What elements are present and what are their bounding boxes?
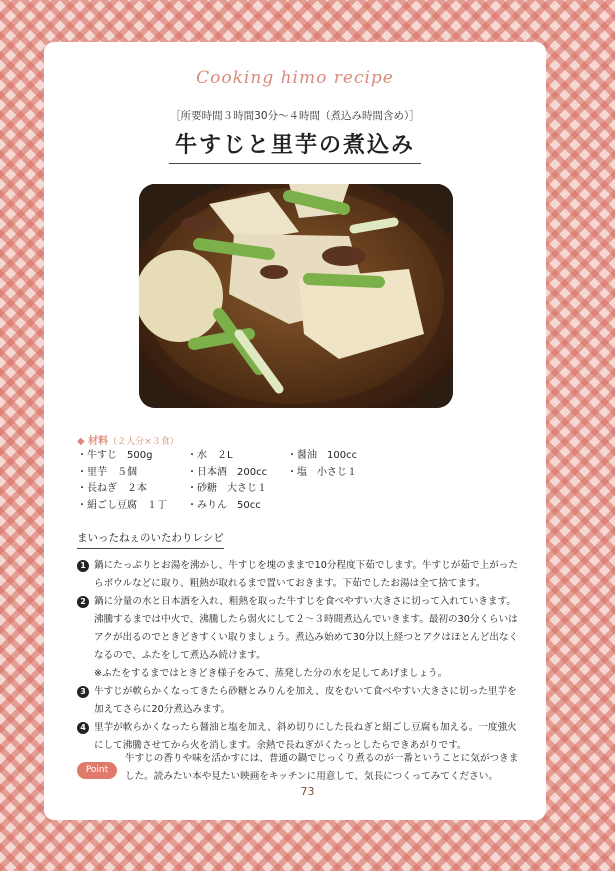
step-item	[77, 593, 521, 683]
step-item	[77, 683, 521, 719]
recipe-heading: まいったねぇのいたわりレシピ	[77, 530, 224, 549]
step-number: 1	[77, 560, 89, 572]
step-text: 里芋が軟らかくなったら醤油と塩を加え、斜め切りにした長ねぎと絹ごし豆腐も加える。一度強火にして沸騰させてから火を消します。余熱で長ねぎがくたっとしたらできあがりです。	[94, 722, 517, 751]
point-section	[77, 750, 521, 786]
ingredients-col-2	[187, 448, 267, 514]
ingredient-item: ・砂糖 大さじ１	[187, 483, 267, 494]
ingredient-item: ・醤油 100cc	[287, 450, 358, 461]
servings-text: （２人分×３食）	[108, 437, 179, 447]
ingredient-item: ・牛すじ 500g	[77, 450, 153, 461]
ingredients-heading	[77, 432, 179, 447]
ingredient-item: ・みりん 50cc	[187, 499, 261, 511]
page-number: 73	[300, 785, 315, 798]
script-title: Cooking himo recipe	[196, 68, 394, 88]
time-note: ［所要時間３時間30分～４時間（煮込み時間含め）］	[170, 110, 420, 122]
step-text: 鍋にたっぷりとお湯を沸かし、牛すじを塊のままで10分程度下茹でします。牛すじが茹で上がったらボウルなどに取り、粗熱が取れるまで置いておきます。下茹でしたお湯は全て捨てます。	[94, 560, 518, 589]
step-item	[77, 557, 521, 593]
step-number: 3	[77, 686, 89, 698]
ingredient-item: ・里芋 ５個	[77, 466, 137, 478]
ingredient-item: ・長ねぎ ２本	[77, 483, 147, 494]
dish-photo-illustration	[139, 184, 453, 408]
ingredient-item: ・塩 小さじ１	[287, 466, 357, 478]
recipe-card	[44, 42, 546, 820]
step-text: 鍋に分量の水と日本酒を入れ、粗熱を取った牛すじを食べやすい大きさに切って入れていきます。沸騰するまでは中火で、沸騰したら弱火にして２～３時間煮込んでいきます。最初の30分くらいはアクが出るのでときどきすくい取りましょう。煮込み始めて30分以上経つとアクはほとんど出なくなるので、ふたをして煮込み続けます。	[94, 596, 519, 661]
ingredient-item: ・絹ごし豆腐 １丁	[77, 499, 167, 511]
dish-title	[44, 128, 546, 164]
step-text: 牛すじが軟らかくなってきたら砂糖とみりんを加え、皮をむいて食べやすい大きさに切った里芋を加えてさらに20分煮込みます。	[94, 686, 517, 715]
step-number: 4	[77, 722, 89, 734]
ingredients-heading-text: ◆ 材料	[77, 436, 109, 447]
recipe-steps	[77, 557, 521, 755]
dish-photo	[139, 184, 453, 408]
ingredient-item: ・日本酒 200cc	[187, 466, 268, 478]
point-text: 牛すじの香りや味を活かすには、普通の鍋でじっくり煮るのが一番ということに気がつきました。読みたい本や見たい映画をキッチンに用意して、気長につくってみてください。	[125, 753, 519, 782]
ingredients-col-1	[77, 448, 167, 514]
step-number: 2	[77, 596, 89, 608]
dish-title-text: 牛すじと里芋の煮込み	[169, 128, 421, 164]
step-note: ※ふたをするまではときどき様子をみて、蒸発した分の水を足してあげましょう。	[94, 668, 448, 679]
ingredient-item: ・水 ２L	[187, 450, 233, 461]
point-badge: Point	[77, 762, 117, 779]
ingredients-col-3	[287, 448, 357, 481]
